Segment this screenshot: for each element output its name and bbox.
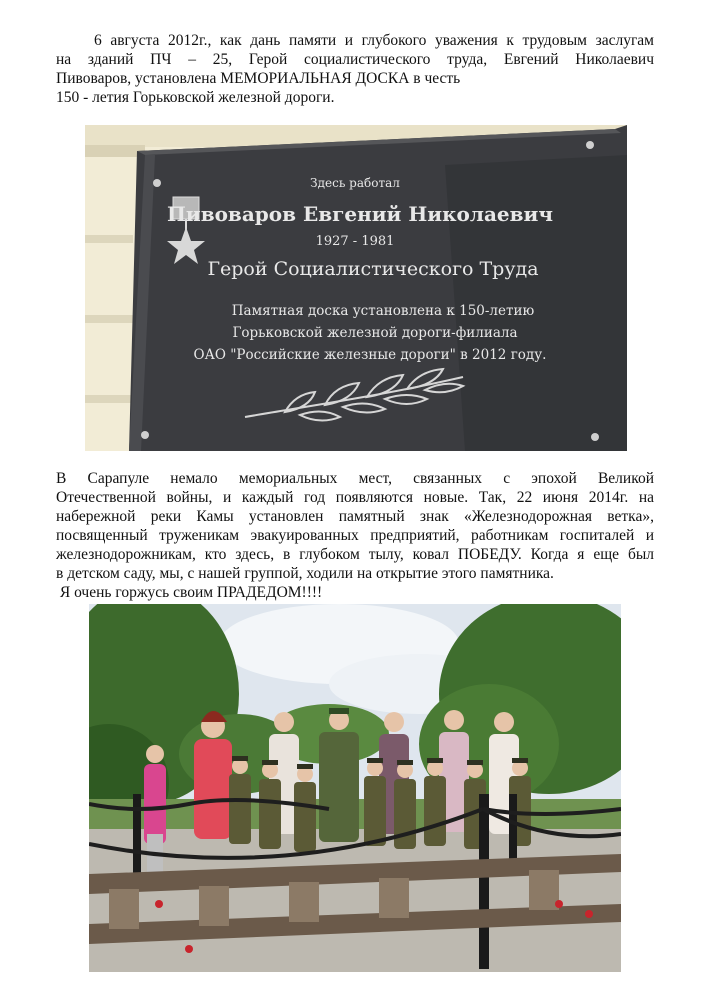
text-line: В Сарапуле немало мемориальных мест, связанных с эпохой Великой [56, 470, 654, 487]
text-line: посвященный труженикам эвакуированных предприятий, работникам госпиталей и [56, 527, 654, 544]
text-line: Пивоваров, установлена МЕМОРИАЛЬНАЯ ДОСКА в честь [56, 70, 461, 87]
text-line: 6 августа 2012г., как дань памяти и глубокого уважения к трудовым заслугам [94, 32, 654, 49]
text-line: Отечественной войны, и каждый год появляются новые. Так, 22 июня 2014г. на [56, 489, 654, 506]
text-line: Я очень горжусь своим ПРАДЕДОМ!!!! [56, 584, 323, 601]
plaque-text: Горьковской железной дороги-филиала [232, 325, 518, 341]
paragraph-intro [56, 31, 654, 107]
plaque-text: Памятная доска установлена к 150-летию [231, 303, 535, 319]
text-line: в детском саду, мы, с нашей группой, ходили на открытие этого памятника. [56, 565, 554, 582]
plaque-years: 1927 - 1981 [315, 234, 395, 249]
text-line: на зданий ПЧ – 25, Герой социалистического труда, Евгений Николаевич [56, 51, 654, 68]
text-line: 150 - летия Горьковской железной дороги. [56, 89, 335, 106]
paragraph-memorial [56, 469, 654, 583]
plaque-text: ОАО "Российские железные дороги" в 2012 году. [193, 347, 547, 363]
plaque-title: Герой Социалистического Труда [207, 258, 539, 280]
text-line: набережной реки Камы установлен памятный знак «Железнодорожная ветка», [56, 508, 654, 525]
memorial-plaque-photo [85, 125, 627, 451]
plaque-text: Здесь работал [310, 176, 400, 190]
text-line: железнодорожникам, кто здесь, в глубоком тылу, ковал ПОБЕДУ. Когда я еще был [56, 546, 654, 563]
paragraph-pride [56, 583, 654, 602]
railway-memorial-photo [89, 604, 621, 972]
plaque-name: Пивоваров Евгений Николаевич [166, 202, 554, 226]
